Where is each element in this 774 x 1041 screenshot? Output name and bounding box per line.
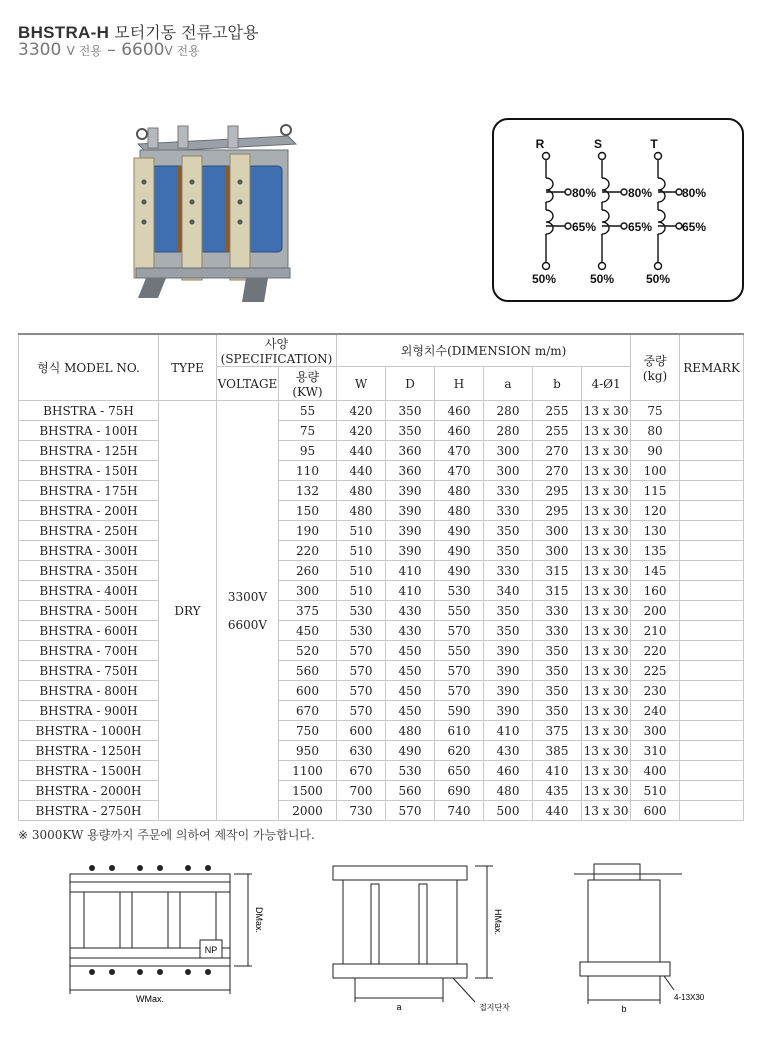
remark-cell: [680, 741, 744, 761]
weight-cell: 115: [631, 481, 680, 501]
dmax-label: DMax.: [254, 906, 264, 934]
h-cell: 570: [435, 621, 484, 641]
b-cell: 270: [533, 461, 582, 481]
b-cell: 375: [533, 721, 582, 741]
table-row: [19, 461, 744, 481]
voltage-3300-value: 3300V: [227, 589, 268, 604]
nameplate-label: NP: [204, 945, 218, 955]
h-cell: 480: [435, 481, 484, 501]
wiring-diagram-svg: [494, 120, 742, 300]
hole-cell: 13 x 30: [582, 781, 631, 801]
tap-80-r: 80%: [572, 186, 597, 200]
tap-50-t: 50%: [645, 272, 671, 286]
hole-cell: 13 x 30: [582, 581, 631, 601]
capacity-cell: 260: [279, 561, 337, 581]
h-cell: 470: [435, 461, 484, 481]
w-cell: 420: [337, 421, 386, 441]
d-cell: 350: [386, 401, 435, 421]
hole-cell: 13 x 30: [582, 441, 631, 461]
b-cell: 255: [533, 401, 582, 421]
tap-80-s: 80%: [628, 186, 653, 200]
capacity-cell: 132: [279, 481, 337, 501]
table-row: [19, 501, 744, 521]
model-cell: BHSTRA - 750H: [19, 661, 159, 681]
tap-50-s: 50%: [589, 272, 615, 286]
col-model: 형식 MODEL NO.: [19, 334, 159, 401]
h-cell: 530: [435, 581, 484, 601]
b-cell: 295: [533, 501, 582, 521]
model-cell: BHSTRA - 1000H: [19, 721, 159, 741]
capacity-cell: 110: [279, 461, 337, 481]
b-cell: 350: [533, 661, 582, 681]
voltage-subtitle: [18, 40, 200, 60]
b-cell: 255: [533, 421, 582, 441]
remark-cell: [680, 761, 744, 781]
wiring-diagram: [492, 118, 744, 302]
type-cell: DRY: [159, 401, 217, 821]
d-cell: 430: [386, 621, 435, 641]
tap-65-t: 65%: [682, 220, 707, 234]
h-cell: 620: [435, 741, 484, 761]
table-row: [19, 521, 744, 541]
title-ko: 모터기동 전류고압용: [114, 23, 259, 42]
col-weight-unit: (kg): [642, 369, 668, 383]
model-cell: BHSTRA - 800H: [19, 681, 159, 701]
w-cell: 570: [337, 681, 386, 701]
voltage-6600: 6600: [121, 40, 165, 60]
h-cell: 550: [435, 641, 484, 661]
a-cell: 390: [484, 701, 533, 721]
d-cell: 450: [386, 681, 435, 701]
model-cell: BHSTRA - 700H: [19, 641, 159, 661]
h-cell: 650: [435, 761, 484, 781]
hole-cell: 13 x 30: [582, 661, 631, 681]
col-capacity: [279, 367, 337, 401]
remark-cell: [680, 801, 744, 821]
w-cell: 440: [337, 441, 386, 461]
d-cell: 560: [386, 781, 435, 801]
top-view-drawing: [62, 856, 262, 1006]
model-cell: BHSTRA - 150H: [19, 461, 159, 481]
weight-cell: 200: [631, 601, 680, 621]
table-row: [19, 601, 744, 621]
b-cell: 315: [533, 581, 582, 601]
a-cell: 330: [484, 501, 533, 521]
phase-s-label: S: [593, 137, 603, 151]
coil-windings: [543, 153, 683, 270]
col-spec: [217, 334, 337, 367]
w-cell: 480: [337, 501, 386, 521]
weight-cell: 210: [631, 621, 680, 641]
ground-terminal-label: 접지단자: [479, 1003, 510, 1012]
col-spec-en: (SPECIFICATION): [220, 352, 333, 366]
w-cell: 510: [337, 561, 386, 581]
model-cell: BHSTRA - 600H: [19, 621, 159, 641]
b-cell: 350: [533, 701, 582, 721]
w-cell: 670: [337, 761, 386, 781]
h-cell: 570: [435, 661, 484, 681]
capacity-cell: 75: [279, 421, 337, 441]
d-cell: 450: [386, 661, 435, 681]
table-row: [19, 561, 744, 581]
col-capacity-ko: 용량: [295, 370, 320, 384]
w-cell: 600: [337, 721, 386, 741]
b-cell: 315: [533, 561, 582, 581]
w-cell: 570: [337, 641, 386, 661]
model-cell: BHSTRA - 1250H: [19, 741, 159, 761]
weight-cell: 310: [631, 741, 680, 761]
remark-cell: [680, 721, 744, 741]
weight-cell: 130: [631, 521, 680, 541]
remark-cell: [680, 621, 744, 641]
d-cell: 390: [386, 521, 435, 541]
voltage-dash: –: [107, 40, 116, 60]
weight-cell: 160: [631, 581, 680, 601]
hole-cell: 13 x 30: [582, 561, 631, 581]
tap-65-s: 65%: [628, 220, 653, 234]
h-cell: 460: [435, 401, 484, 421]
h-cell: 490: [435, 541, 484, 561]
capacity-cell: 55: [279, 401, 337, 421]
w-cell: 630: [337, 741, 386, 761]
wmax-label: WMax.: [136, 994, 164, 1004]
d-cell: 350: [386, 421, 435, 441]
capacity-cell: 1500: [279, 781, 337, 801]
d-cell: 390: [386, 481, 435, 501]
hole-cell: 13 x 30: [582, 521, 631, 541]
hole-cell: 13 x 30: [582, 701, 631, 721]
a-cell: 350: [484, 621, 533, 641]
d-cell: 390: [386, 541, 435, 561]
col-w: W: [337, 367, 386, 401]
weight-cell: 600: [631, 801, 680, 821]
model-cell: BHSTRA - 500H: [19, 601, 159, 621]
b-cell: 435: [533, 781, 582, 801]
voltage-unit-1: V 전용: [66, 44, 102, 58]
w-cell: 480: [337, 481, 386, 501]
a-cell: 390: [484, 641, 533, 661]
hole-cell: 13 x 30: [582, 421, 631, 441]
a-cell: 330: [484, 481, 533, 501]
capacity-cell: 520: [279, 641, 337, 661]
d-cell: 450: [386, 641, 435, 661]
h-cell: 490: [435, 521, 484, 541]
a-cell: 500: [484, 801, 533, 821]
b-cell: 330: [533, 621, 582, 641]
table-row: [19, 801, 744, 821]
col-spec-ko: 사양: [264, 337, 289, 351]
w-cell: 510: [337, 521, 386, 541]
remark-cell: [680, 581, 744, 601]
table-row: [19, 761, 744, 781]
a-cell: 480: [484, 781, 533, 801]
table-row: [19, 701, 744, 721]
voltage-6600-value: 6600V: [227, 617, 268, 632]
col-a: a: [484, 367, 533, 401]
remark-cell: [680, 481, 744, 501]
hole-cell: 13 x 30: [582, 681, 631, 701]
model-cell: BHSTRA - 2750H: [19, 801, 159, 821]
b-cell: 300: [533, 541, 582, 561]
d-cell: 530: [386, 761, 435, 781]
a-cell: 390: [484, 661, 533, 681]
capacity-cell: 950: [279, 741, 337, 761]
voltage-3300: 3300: [18, 40, 62, 60]
capacity-cell: 190: [279, 521, 337, 541]
hole-cell: 13 x 30: [582, 621, 631, 641]
hole-cell: 13 x 30: [582, 641, 631, 661]
weight-cell: 510: [631, 781, 680, 801]
col-hole: 4-Ø1: [582, 367, 631, 401]
weight-cell: 75: [631, 401, 680, 421]
hole-cell: 13 x 30: [582, 401, 631, 421]
remark-cell: [680, 501, 744, 521]
remark-cell: [680, 601, 744, 621]
weight-cell: 300: [631, 721, 680, 741]
capacity-cell: 375: [279, 601, 337, 621]
h-cell: 490: [435, 561, 484, 581]
b-cell: 350: [533, 681, 582, 701]
table-row: [19, 741, 744, 761]
remark-cell: [680, 701, 744, 721]
weight-cell: 90: [631, 441, 680, 461]
b-cell: 300: [533, 521, 582, 541]
b-cell: 385: [533, 741, 582, 761]
b-cell: 330: [533, 601, 582, 621]
remark-cell: [680, 441, 744, 461]
b-cell: 270: [533, 441, 582, 461]
a-cell: 300: [484, 441, 533, 461]
model-cell: BHSTRA - 125H: [19, 441, 159, 461]
w-cell: 420: [337, 401, 386, 421]
remark-cell: [680, 461, 744, 481]
table-row: [19, 401, 744, 421]
w-cell: 570: [337, 701, 386, 721]
a-cell: 460: [484, 761, 533, 781]
h-cell: 570: [435, 681, 484, 701]
col-b: b: [533, 367, 582, 401]
a-cell: 350: [484, 541, 533, 561]
model-cell: BHSTRA - 300H: [19, 541, 159, 561]
b-cell: 295: [533, 481, 582, 501]
h-cell: 690: [435, 781, 484, 801]
remark-cell: [680, 521, 744, 541]
w-cell: 510: [337, 541, 386, 561]
model-cell: BHSTRA - 900H: [19, 701, 159, 721]
weight-cell: 400: [631, 761, 680, 781]
hole-cell: 13 x 30: [582, 601, 631, 621]
col-h: H: [435, 367, 484, 401]
model-name: BHSTRA-H: [18, 23, 110, 42]
b-cell: 410: [533, 761, 582, 781]
h-cell: 480: [435, 501, 484, 521]
d-cell: 480: [386, 721, 435, 741]
capacity-cell: 750: [279, 721, 337, 741]
hole-cell: 13 x 30: [582, 801, 631, 821]
voltage-cell: [217, 401, 279, 821]
hmax-label: HMax.: [493, 908, 503, 936]
w-cell: 730: [337, 801, 386, 821]
model-cell: BHSTRA - 350H: [19, 561, 159, 581]
table-row: [19, 481, 744, 501]
b-cell: 350: [533, 641, 582, 661]
remark-cell: [680, 781, 744, 801]
phase-r-label: R: [535, 137, 545, 151]
capacity-cell: 600: [279, 681, 337, 701]
spec-table-body: [19, 401, 744, 821]
front-view-drawing: [325, 856, 525, 1016]
d-cell: 410: [386, 561, 435, 581]
w-cell: 530: [337, 621, 386, 641]
weight-cell: 145: [631, 561, 680, 581]
hole-cell: 13 x 30: [582, 501, 631, 521]
weight-cell: 220: [631, 641, 680, 661]
model-cell: BHSTRA - 175H: [19, 481, 159, 501]
table-row: [19, 641, 744, 661]
w-cell: 510: [337, 581, 386, 601]
order-note: ※ 3000KW 용량까지 주문에 의하여 제작이 가능합니다.: [18, 828, 315, 842]
d-cell: 390: [386, 501, 435, 521]
hole-cell: 13 x 30: [582, 761, 631, 781]
d-cell: 450: [386, 701, 435, 721]
model-cell: BHSTRA - 75H: [19, 401, 159, 421]
capacity-cell: 560: [279, 661, 337, 681]
col-d: D: [386, 367, 435, 401]
table-row: [19, 421, 744, 441]
model-cell: BHSTRA - 100H: [19, 421, 159, 441]
a-cell: 340: [484, 581, 533, 601]
weight-cell: 80: [631, 421, 680, 441]
transformer-photo: [118, 122, 308, 312]
weight-cell: 225: [631, 661, 680, 681]
remark-cell: [680, 661, 744, 681]
capacity-cell: 150: [279, 501, 337, 521]
capacity-cell: 450: [279, 621, 337, 641]
h-cell: 740: [435, 801, 484, 821]
remark-cell: [680, 641, 744, 661]
table-row: [19, 781, 744, 801]
remark-cell: [680, 541, 744, 561]
capacity-cell: 670: [279, 701, 337, 721]
capacity-cell: 1100: [279, 761, 337, 781]
col-voltage: VOLTAGE: [217, 367, 279, 401]
table-row: [19, 581, 744, 601]
b-cell: 440: [533, 801, 582, 821]
tap-65-r: 65%: [572, 220, 597, 234]
hole-cell: 13 x 30: [582, 541, 631, 561]
remark-cell: [680, 681, 744, 701]
col-type: TYPE: [159, 334, 217, 401]
a-label: a: [396, 1002, 402, 1012]
weight-cell: 230: [631, 681, 680, 701]
a-cell: 410: [484, 721, 533, 741]
a-cell: 330: [484, 561, 533, 581]
weight-cell: 120: [631, 501, 680, 521]
model-cell: BHSTRA - 2000H: [19, 781, 159, 801]
weight-cell: 135: [631, 541, 680, 561]
model-cell: BHSTRA - 1500H: [19, 761, 159, 781]
col-dimension: 외형치수(DIMENSION m/m): [337, 334, 631, 367]
capacity-cell: 220: [279, 541, 337, 561]
h-cell: 550: [435, 601, 484, 621]
table-row: [19, 541, 744, 561]
w-cell: 530: [337, 601, 386, 621]
h-cell: 460: [435, 421, 484, 441]
hole-label: 4-13X30: [674, 993, 705, 1002]
h-cell: 610: [435, 721, 484, 741]
capacity-cell: 300: [279, 581, 337, 601]
model-cell: BHSTRA - 250H: [19, 521, 159, 541]
h-cell: 470: [435, 441, 484, 461]
w-cell: 440: [337, 461, 386, 481]
a-cell: 350: [484, 521, 533, 541]
side-view-drawing: [570, 856, 750, 1016]
d-cell: 570: [386, 801, 435, 821]
col-remark: REMARK: [680, 334, 744, 401]
col-weight-ko: 중량: [643, 354, 667, 368]
model-cell: BHSTRA - 400H: [19, 581, 159, 601]
hole-cell: 13 x 30: [582, 721, 631, 741]
capacity-cell: 95: [279, 441, 337, 461]
d-cell: 360: [386, 441, 435, 461]
tap-50-r: 50%: [531, 272, 557, 286]
a-cell: 350: [484, 601, 533, 621]
col-weight: [631, 334, 680, 401]
weight-cell: 100: [631, 461, 680, 481]
model-cell: BHSTRA - 200H: [19, 501, 159, 521]
table-row: [19, 721, 744, 741]
weight-cell: 240: [631, 701, 680, 721]
d-cell: 490: [386, 741, 435, 761]
h-cell: 590: [435, 701, 484, 721]
tap-80-t: 80%: [682, 186, 707, 200]
a-cell: 390: [484, 681, 533, 701]
d-cell: 430: [386, 601, 435, 621]
remark-cell: [680, 401, 744, 421]
capacity-cell: 2000: [279, 801, 337, 821]
spec-table: [18, 333, 744, 821]
voltage-unit-2: V 전용: [164, 44, 200, 58]
hole-cell: 13 x 30: [582, 741, 631, 761]
a-cell: 300: [484, 461, 533, 481]
table-row: [19, 621, 744, 641]
hole-cell: 13 x 30: [582, 461, 631, 481]
table-row: [19, 681, 744, 701]
table-row: [19, 441, 744, 461]
d-cell: 360: [386, 461, 435, 481]
table-row: [19, 661, 744, 681]
w-cell: 700: [337, 781, 386, 801]
col-capacity-unit: (KW): [292, 385, 323, 399]
b-label: b: [621, 1004, 627, 1014]
a-cell: 430: [484, 741, 533, 761]
hole-cell: 13 x 30: [582, 481, 631, 501]
phase-t-label: T: [650, 137, 658, 151]
remark-cell: [680, 421, 744, 441]
d-cell: 410: [386, 581, 435, 601]
a-cell: 280: [484, 421, 533, 441]
a-cell: 280: [484, 401, 533, 421]
remark-cell: [680, 561, 744, 581]
w-cell: 570: [337, 661, 386, 681]
